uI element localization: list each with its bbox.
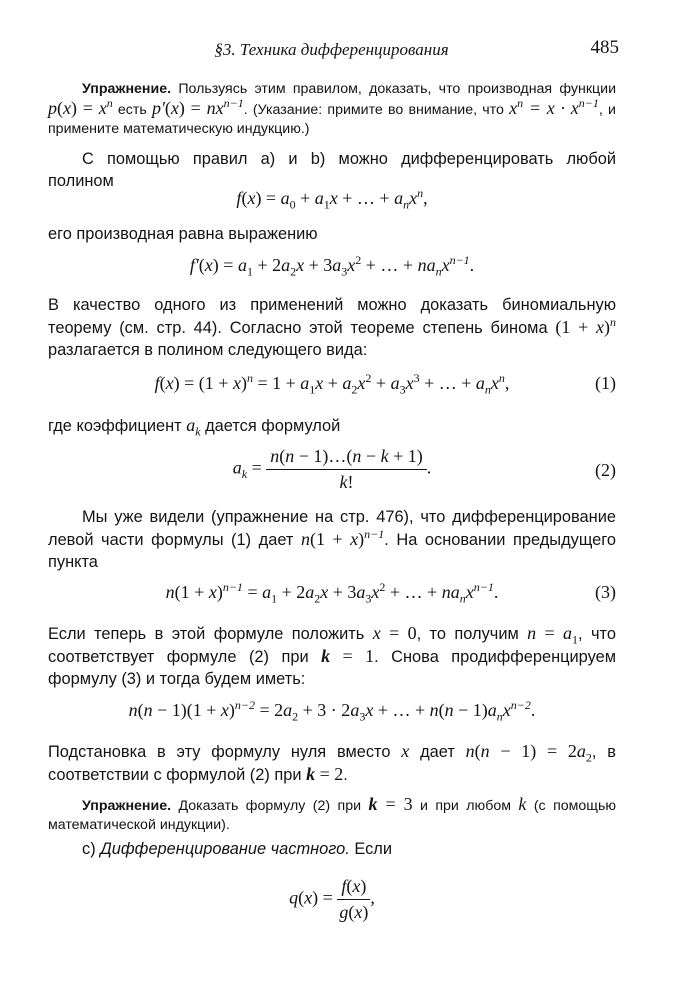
paragraph-5: Мы уже видели (упражнение на стр. 476), что дифференцирование левой части формулы (1) дает $n(1 + x)^{n-1}$. На основании предыдущего пункта bbox=[48, 508, 616, 571]
formula-second-derivative: $n(n - 1)(1 + x)^{n-2} = 2a_2 + 3 \cdot 2a_3x$ + … + $n(n - 1)a_nx^{n-2}$. bbox=[128, 698, 536, 724]
formula-derivative: $f'(x) = a_1 + 2a_2x + 3a_3x^2$ + … + $na_nx^{n-1}$. bbox=[189, 253, 475, 279]
equation-number: (3) bbox=[595, 582, 616, 602]
paragraph-1: С помощью правил a) и b) можно дифференцировать любой полином bbox=[48, 150, 616, 190]
exercise-text: Пользуясь этим правилом, доказать, что производная функции bbox=[171, 81, 616, 97]
page-number: 485 bbox=[590, 37, 619, 58]
math-inline: $x^n = x \cdot x^{n-1}$ bbox=[509, 96, 599, 118]
page-header bbox=[48, 37, 619, 62]
math-inline: p′ bbox=[151, 98, 165, 118]
formula-polynomial: $f(x) = a_0 + a_1x$ + … + $a_nx^n$, bbox=[236, 186, 428, 212]
exercise-text: , и примените математическую индукцию.) bbox=[48, 102, 616, 137]
paragraph-7: Подстановка в эту формулу нуля вместо x дает $n(n - 1) = 2a_2$, в соответствии с формулой (2) при k = 2. bbox=[48, 741, 616, 784]
formula-3: $n(1 + x)^{n-1} = a_1 + 2a_2x + 3a_3x^2$ + … + $na_nx^{n-1}$. (3) bbox=[165, 580, 616, 606]
paragraph-2: его производная равна выражению bbox=[48, 225, 318, 243]
formula-binomial: $f(x) = (1 + x)^n = 1 + a_1x + a_2x^2 + a_3x^3$ + … + $a_nx^n$, (1) bbox=[154, 371, 616, 397]
paragraph-3: В качество одного из применений можно доказать биномиальную теорему (см. стр. 44). Согласно этой теореме степень бинома $(1 + x)^n$ разлагается в полином следующего вида: bbox=[48, 296, 617, 359]
math-inline: x bbox=[401, 741, 410, 761]
exercise-2: Упражнение. Доказать формулу (2) при k = 3 и при любом k (с помощью математической индукции). bbox=[48, 794, 617, 833]
fraction: $\frac{n(n - 1)\dots(n - k + 1)}{k!}$ bbox=[266, 446, 426, 493]
paragraph-4: где коэффициент $a_k$ дается формулой bbox=[48, 415, 341, 439]
equation-number: (1) bbox=[595, 373, 616, 393]
math-inline: n bbox=[300, 529, 310, 549]
running-title: §3. Техника дифференцирования bbox=[214, 40, 449, 59]
math-inline: x bbox=[372, 623, 381, 643]
exercise-text: есть bbox=[112, 102, 152, 118]
equation-number: (2) bbox=[595, 460, 616, 480]
exercise-1: Упражнение. Пользуясь этим правилом, доказать, что производная функции $p(x) = x^n$ есть $p'(x) = nx^{n-1}$. (Указание: примите во внимание, что $x^n = x \cdot x^{n-1}$, и примените математическую индукцию.) bbox=[48, 81, 616, 137]
math-inline: p bbox=[48, 98, 57, 118]
section-c-heading: c) Дифференцирование частного. Если bbox=[82, 840, 393, 858]
exercise-label: Упражнение. bbox=[82, 81, 172, 97]
section-title: Дифференцирование частного. bbox=[100, 840, 350, 858]
exercise-label: Упражнение. bbox=[82, 798, 172, 814]
exercise-text: . (Указание: примите во внимание, что bbox=[243, 102, 510, 118]
paragraph-6: Если теперь в этой формуле положить x = 0, то получим $n = a_1$, что соответствует формуле (2) при k = 1. Снова продифференцируем формулу (3) и тогда будем иметь: bbox=[48, 623, 616, 688]
fraction: $\frac{f(x)}{g(x)}$ bbox=[337, 876, 370, 923]
math-inline: $a_k$ bbox=[186, 415, 201, 439]
formula-quotient: q(x) = $\frac{f(x)}{g(x)}$ , bbox=[289, 876, 375, 922]
math-inline: (1 + bbox=[555, 317, 597, 337]
formula-coefficient: $a_k$ = $\frac{n(n - 1)\dots(n - k + 1)}{k!}$ . (2) bbox=[232, 446, 616, 492]
